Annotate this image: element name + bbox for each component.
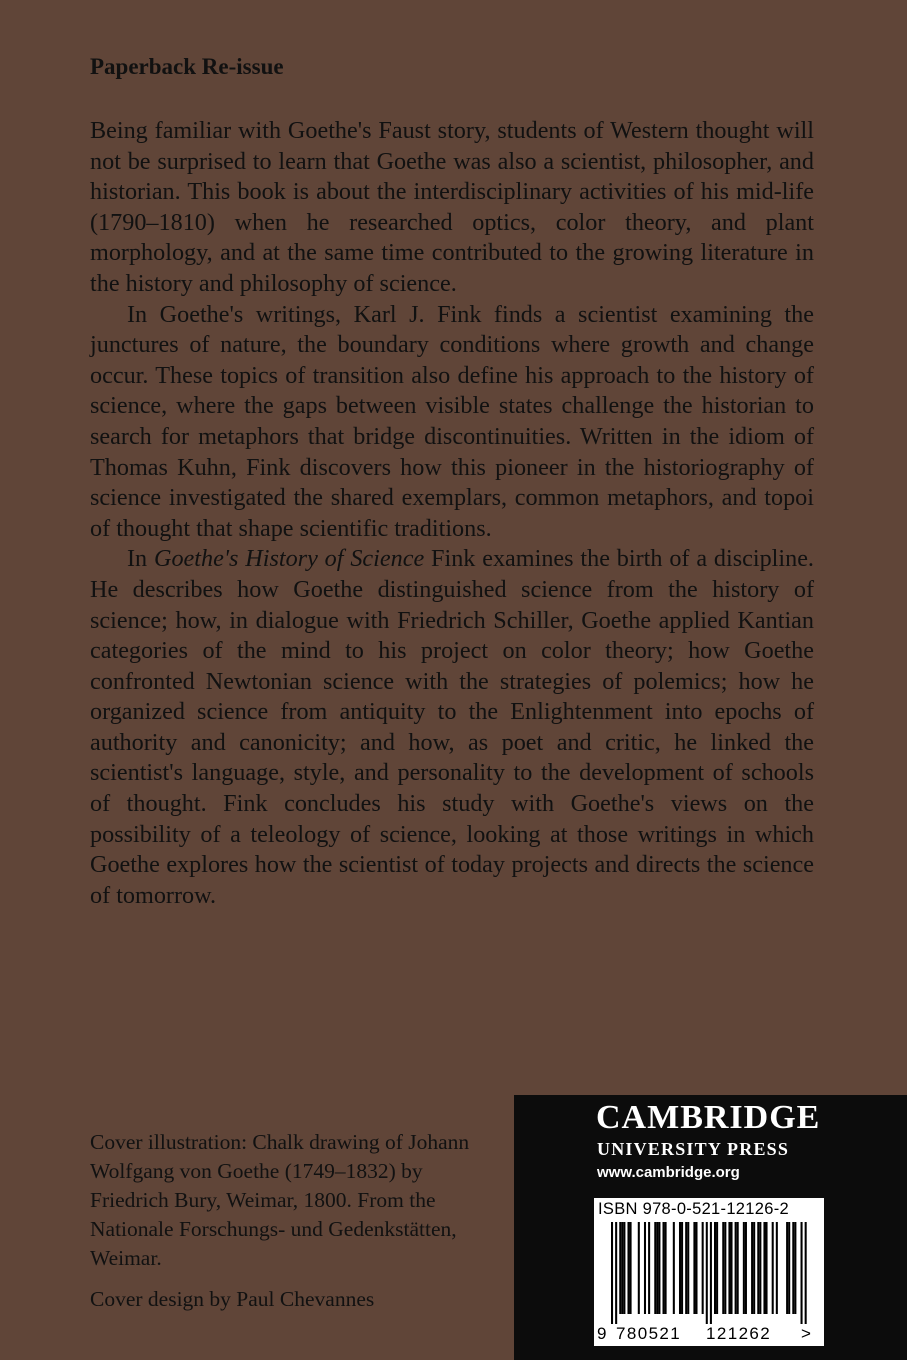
- barcode-bar: [665, 1222, 667, 1314]
- isbn-label: ISBN 978-0-521-12126-2: [598, 1200, 789, 1218]
- heading: Paperback Re-issue: [90, 54, 284, 79]
- publisher-name: CAMBRIDGE: [596, 1099, 821, 1136]
- barcode-bar: [728, 1222, 730, 1314]
- design-credit: Cover design by Paul Chevannes: [90, 1287, 375, 1311]
- barcode-bar: [644, 1222, 646, 1314]
- barcode-bar: [648, 1222, 650, 1314]
- barcode-bar: [656, 1222, 658, 1314]
- blurb-paragraph-2: In Goethe's writings, Karl J. Fink finds a scientist examining the junctures of nature, the boundary conditions where growth and change occur. These topics of transition also define his approach to the history of science, where the gaps between visible states challenge the historian to search for metaphors that bridge discontinuities. Written in the idiom of Thomas Kuhn, Fink discovers how this pioneer in the historiography of science investigated the shared exemplars, common metaphors, and topoi of thought that shape scientific traditions.: [90, 300, 814, 542]
- barcode-digit-first: 9: [597, 1324, 607, 1343]
- barcode-bar: [766, 1222, 768, 1314]
- barcode-bar: [743, 1222, 745, 1314]
- barcode-guard-bar: [710, 1222, 712, 1324]
- barcode-digits-right: 121262: [706, 1324, 772, 1343]
- blurb: [90, 116, 814, 911]
- barcode-bar: [681, 1222, 683, 1314]
- illustration-credit: Cover illustration: Chalk drawing of Johann Wolfgang von Goethe (1749–1832) by Friedrich Bury, Weimar, 1800. From the Nationale Forschungs- und Gedenkstätten, Weimar.: [90, 1130, 470, 1270]
- publisher-box: [514, 1095, 907, 1360]
- barcode-bar: [788, 1222, 790, 1314]
- barcode-bar: [619, 1222, 621, 1314]
- barcode-bar: [693, 1222, 695, 1314]
- barcode-guard-bar: [706, 1222, 708, 1324]
- barcode-bar: [638, 1222, 640, 1314]
- barcode-bar: [724, 1222, 726, 1314]
- barcode-bar: [730, 1222, 732, 1314]
- barcode-bar: [702, 1222, 704, 1314]
- barcode-bar: [687, 1222, 689, 1314]
- barcode-digits-left: 780521: [616, 1324, 682, 1343]
- barcode-guard-bar: [611, 1222, 613, 1324]
- barcode-bar: [735, 1222, 737, 1314]
- barcode-bar: [794, 1222, 796, 1314]
- barcode-bar: [695, 1222, 697, 1314]
- paragraph-3-prefix: In: [127, 545, 154, 573]
- barcode-bar: [772, 1222, 774, 1314]
- barcode-bar: [776, 1222, 778, 1314]
- barcode-bar: [714, 1222, 716, 1314]
- barcode-bar: [621, 1222, 623, 1314]
- barcode-bar: [627, 1222, 629, 1314]
- barcode-guard-bar: [805, 1222, 807, 1324]
- barcode-bar: [759, 1222, 761, 1314]
- barcode-bar: [663, 1222, 665, 1314]
- barcode-bar: [786, 1222, 788, 1314]
- barcode-quiet-zone-mark: >: [801, 1324, 811, 1343]
- barcode-bar: [757, 1222, 759, 1314]
- barcode-bar: [630, 1222, 632, 1314]
- blurb-paragraph-1: Being familiar with Goethe's Faust story, students of Western thought will not be surprised to learn that Goethe was also a scientist, philosopher, and historian. This book is about the interdisciplinary activities of his mid-life (1790–1810) when he researched optics, color theory, and plant morphology, and at the same time contributed to the growing literature in the history and philosophy of science.: [90, 117, 814, 297]
- barcode-bar: [753, 1222, 755, 1314]
- barcode-bar: [763, 1222, 765, 1314]
- barcode-bar: [792, 1222, 794, 1314]
- barcode-bars: [594, 1222, 824, 1324]
- publisher-url: www.cambridge.org: [597, 1164, 740, 1181]
- barcode-guard-bar: [801, 1222, 803, 1324]
- barcode-bar: [722, 1222, 724, 1314]
- barcode-bar: [654, 1222, 656, 1314]
- barcode-bar: [658, 1222, 660, 1314]
- barcode-bar: [751, 1222, 753, 1314]
- publisher-subtitle: UNIVERSITY PRESS: [597, 1139, 790, 1159]
- barcode-bar: [685, 1222, 687, 1314]
- credits: [90, 1128, 490, 1314]
- barcode-bar: [745, 1222, 747, 1314]
- book-title: Goethe's History of Science: [154, 545, 425, 573]
- barcode-guard-bar: [615, 1222, 617, 1324]
- barcode-bar: [673, 1222, 675, 1314]
- barcode-bar: [716, 1222, 718, 1314]
- barcode-bar: [679, 1222, 681, 1314]
- barcode-box: [594, 1198, 824, 1346]
- barcode-bar: [623, 1222, 625, 1314]
- paragraph-3-text: Fink examines the birth of a discipline. He describes how Goethe distinguished science from the history of science; how, in dialogue with Friedrich Schiller, Goethe applied Kantian categories of the mind to his project on color theory; how Goethe confronted Newtonian science with the strategies of polemics; how he organized science from antiquity to the Enlightenment into epochs of authority and canonicity; and how, as poet and critic, he linked the scientist's language, style, and personality to the development of schools of thought. Fink concludes his study with Goethe's views on the possibility of a teleology of science, looking at those writings in which Goethe explores how the scientist of today projects and directs the science of tomorrow.: [90, 545, 814, 909]
- barcode-bar: [737, 1222, 739, 1314]
- blurb-paragraph-3: [90, 544, 814, 911]
